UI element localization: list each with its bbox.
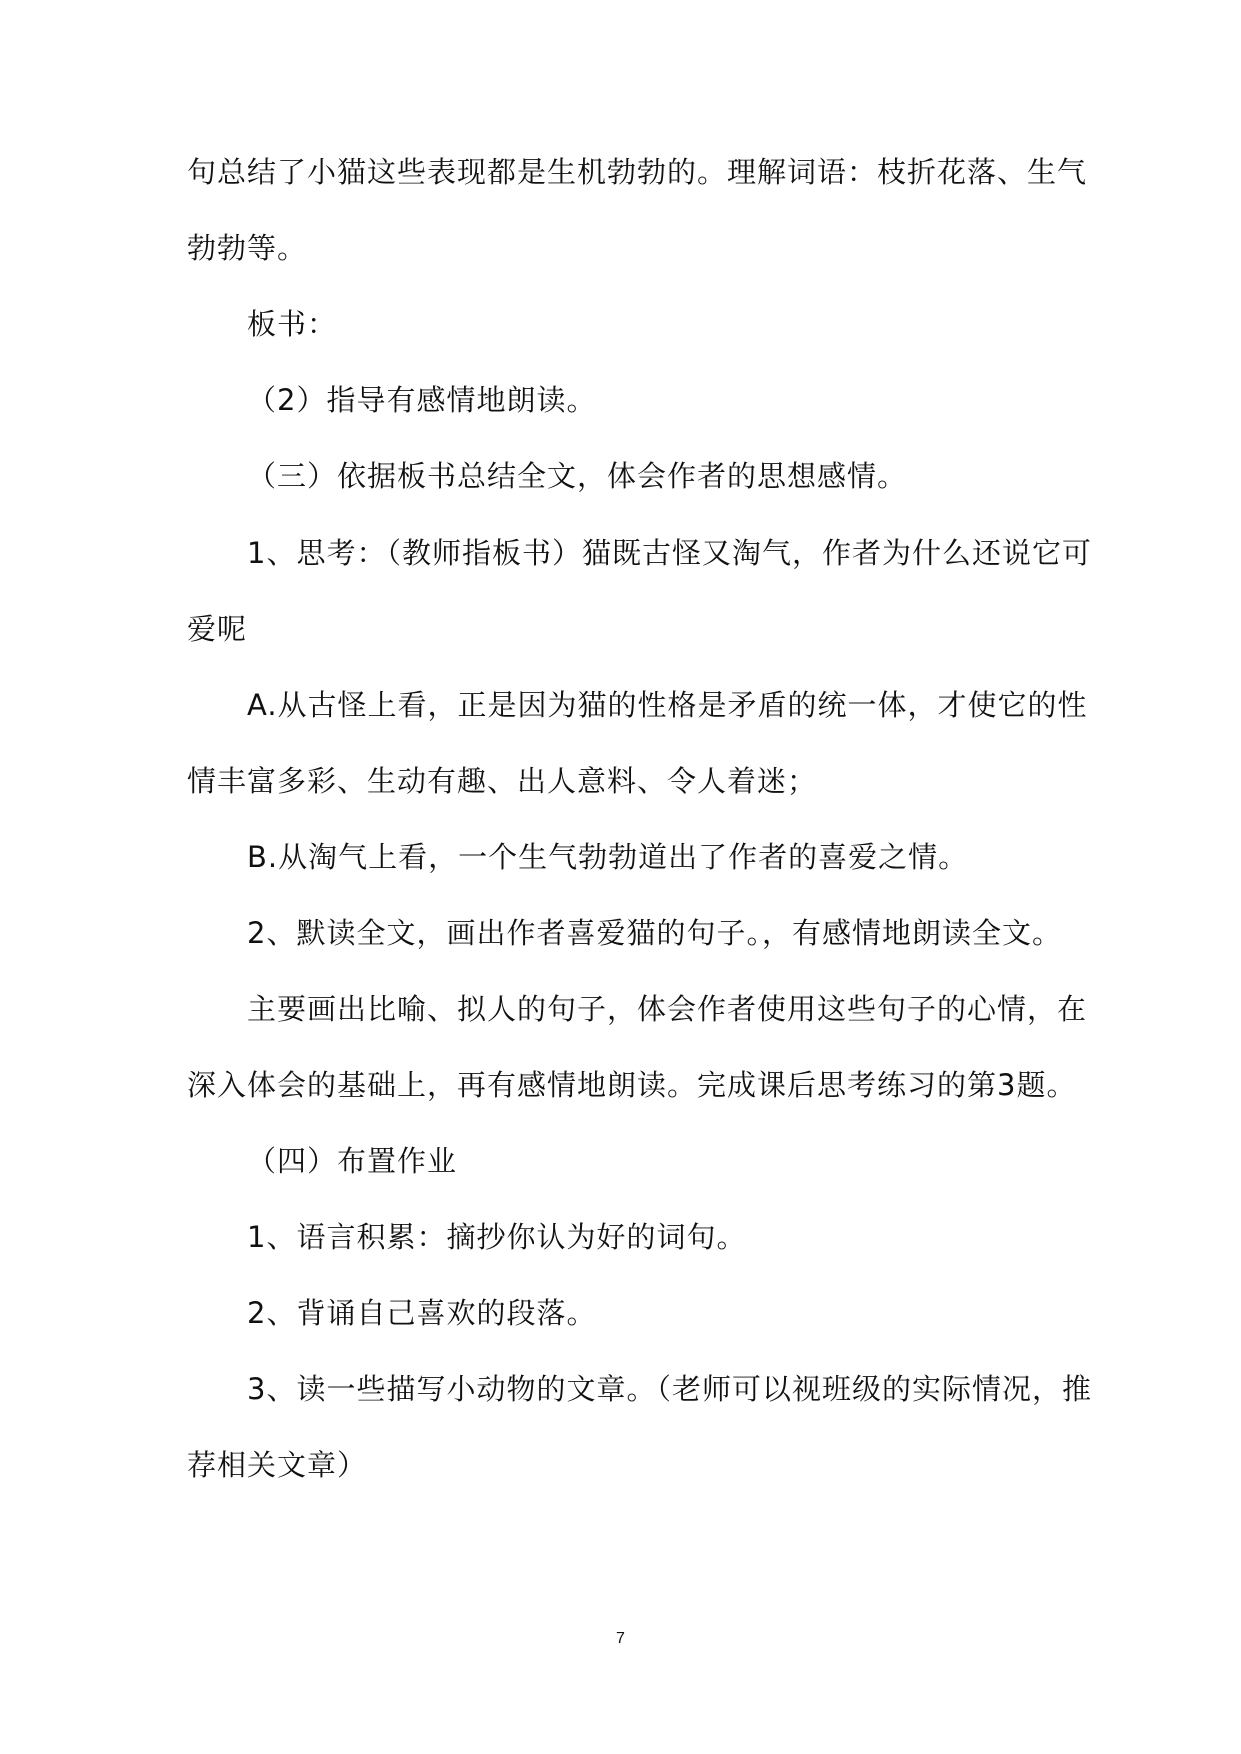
text-line: 情丰富多彩、生动有趣、出人意料、令人着迷； <box>187 764 818 798</box>
text-line: 勃勃等。 <box>187 231 308 265</box>
text-line: （三）依据板书总结全文，体会作者的思想感情。 <box>247 459 908 493</box>
text-line: 1、思考：（教师指板书）猫既古怪又淘气，作者为什么还说它可 <box>247 536 1092 570</box>
page-number: 7 <box>616 1630 625 1647</box>
text-line: （四）布置作业 <box>247 1144 458 1178</box>
text-line: 荐相关文章） <box>187 1448 368 1482</box>
text-line: B.从淘气上看，一个生气勃勃道出了作者的喜爱之情。 <box>247 840 969 874</box>
text-line: 句总结了小猫这些表现都是生机勃勃的。理解词语：枝折花落、生气 <box>187 155 1088 189</box>
text-line: 主要画出比喻、拟人的句子，体会作者使用这些句子的心情，在 <box>247 992 1088 1026</box>
text-line: 板书： <box>247 307 338 341</box>
text-line: 深入体会的基础上，再有感情地朗读。完成课后思考练习的第3题。 <box>187 1068 1077 1102</box>
text-line: 1、语言积累：摘抄你认为好的词句。 <box>247 1220 747 1254</box>
text-line: A.从古怪上看，正是因为猫的性格是矛盾的统一体，才使它的性 <box>247 688 1088 722</box>
text-line: 2、背诵自己喜欢的段落。 <box>247 1296 597 1330</box>
text-line: 爱呢 <box>187 612 248 646</box>
text-line: （2）指导有感情地朗读。 <box>247 383 597 417</box>
text-line: 2、默读全文，画出作者喜爱猫的句子。，有感情地朗读全文。 <box>247 916 1062 950</box>
text-line: 3、读一些描写小动物的文章。（老师可以视班级的实际情况，推 <box>247 1372 1092 1406</box>
